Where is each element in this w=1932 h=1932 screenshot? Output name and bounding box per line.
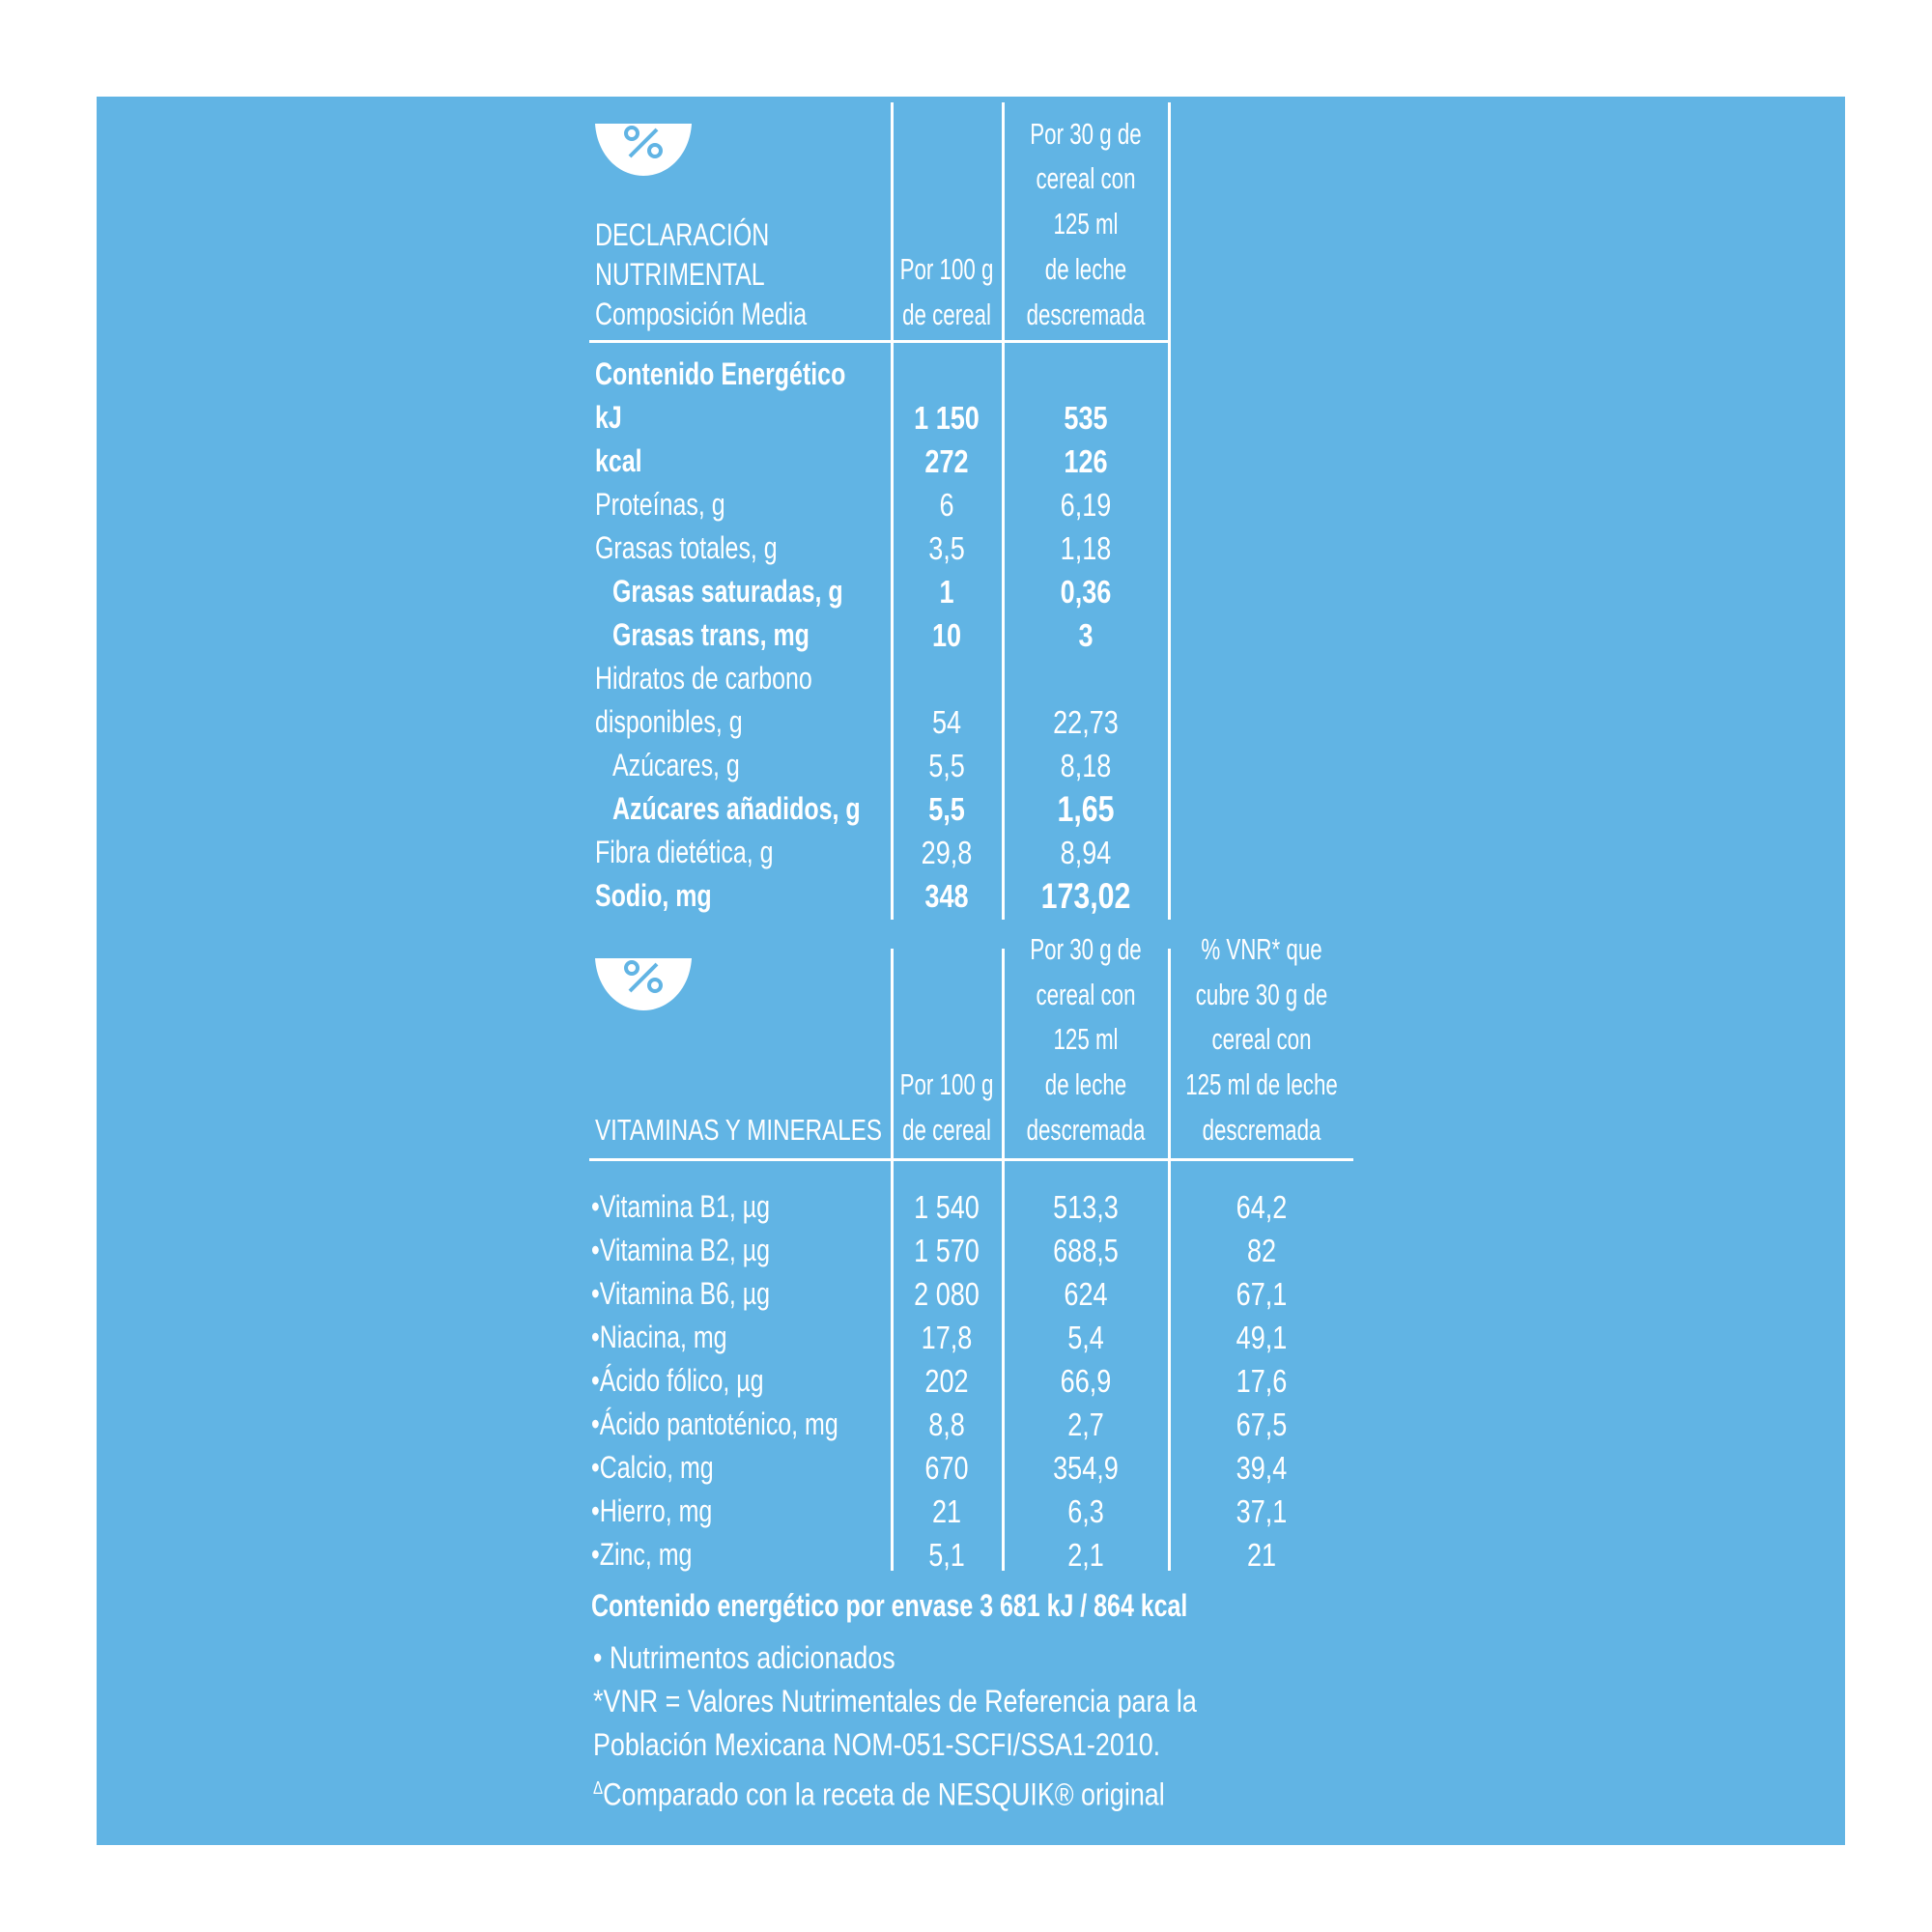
column-header: 125 ml xyxy=(1053,1022,1119,1056)
column-header: de leche xyxy=(1044,252,1127,286)
row-label: •Niacina, mg xyxy=(591,1320,727,1354)
row-label: •Calcio, mg xyxy=(591,1450,714,1485)
bowl-percent-icon xyxy=(593,954,694,1014)
row-value: 17,6 xyxy=(1236,1363,1288,1399)
row-value: 66,9 xyxy=(1060,1363,1112,1399)
row-value: 82 xyxy=(1246,1233,1277,1268)
row-value: 22,73 xyxy=(1053,704,1119,740)
footnote: • Nutrimentos adicionados xyxy=(593,1640,895,1675)
column-header: descremada xyxy=(1202,1113,1321,1147)
bowl-percent-icon xyxy=(593,120,694,180)
row-value: 6 xyxy=(939,487,954,523)
column-header: 125 ml de leche xyxy=(1185,1067,1338,1101)
row-label: •Vitamina B6, µg xyxy=(591,1276,770,1311)
energy-per-package: Contenido energético por envase 3 681 kJ / 864 kcal xyxy=(591,1588,1188,1623)
column-header: cereal con xyxy=(1211,1022,1312,1056)
row-value: 3,5 xyxy=(928,530,965,566)
row-value: 67,1 xyxy=(1236,1276,1288,1312)
row-value: 2 080 xyxy=(914,1276,980,1312)
compare-text: Comparado con la receta de NESQUIK® original xyxy=(603,1776,1165,1812)
nutrition-title: DECLARACIÓN xyxy=(595,217,770,252)
column-header: cubre 30 g de xyxy=(1195,978,1328,1011)
footnote: *VNR = Valores Nutrimentales de Referencia para la xyxy=(593,1684,1197,1719)
nutrition-subtitle: Composición Media xyxy=(595,297,808,331)
footnote: Población Mexicana NOM-051-SCFI/SSA1-2010. xyxy=(593,1727,1161,1762)
header-rule xyxy=(589,1158,1353,1161)
row-value: 272 xyxy=(924,443,969,479)
column-header: % VNR* que xyxy=(1201,932,1322,966)
row-value: 1 570 xyxy=(914,1233,980,1268)
row-label: kJ xyxy=(595,400,622,435)
column-header: Por 100 g xyxy=(899,252,994,286)
row-value: 1 xyxy=(939,574,954,610)
column-header: descremada xyxy=(1026,298,1146,331)
column-header: de cereal xyxy=(902,298,991,331)
row-label: Grasas totales, g xyxy=(595,530,778,565)
row-value: 29,8 xyxy=(921,835,973,870)
row-value: 67,5 xyxy=(1236,1406,1288,1442)
row-value: 670 xyxy=(924,1450,969,1486)
row-value: 6,19 xyxy=(1060,487,1112,523)
row-value: 5,1 xyxy=(928,1537,965,1573)
nutrition-panel xyxy=(97,97,1845,1845)
row-label: kcal xyxy=(595,443,642,478)
row-label: •Vitamina B1, µg xyxy=(591,1189,770,1224)
header-rule xyxy=(589,340,1171,343)
row-value: 49,1 xyxy=(1236,1320,1288,1355)
row-value: 21 xyxy=(1246,1537,1277,1573)
row-label: Azúcares, g xyxy=(612,748,740,782)
row-value: 5,4 xyxy=(1067,1320,1104,1355)
footnote-compare xyxy=(593,1767,1165,1817)
row-label: Fibra dietética, g xyxy=(595,835,774,869)
row-value: 5,5 xyxy=(928,748,965,783)
row-label: Contenido Energético xyxy=(595,356,846,391)
row-value: 0,36 xyxy=(1060,574,1112,610)
column-header: cereal con xyxy=(1036,161,1136,195)
row-label: Hidratos de carbono xyxy=(595,661,812,696)
row-label: •Ácido pantoténico, mg xyxy=(591,1406,838,1441)
row-label: Sodio, mg xyxy=(595,878,712,913)
row-label: Grasas saturadas, g xyxy=(612,574,843,609)
row-value: 173,02 xyxy=(1040,876,1131,916)
row-label: disponibles, g xyxy=(595,704,743,739)
row-value: 8,18 xyxy=(1060,748,1112,783)
table-divider xyxy=(1168,102,1171,920)
row-label: •Vitamina B2, µg xyxy=(591,1233,770,1267)
row-value: 10 xyxy=(931,617,962,653)
row-label: Proteínas, g xyxy=(595,487,725,522)
row-label: •Zinc, mg xyxy=(591,1537,693,1572)
column-header: descremada xyxy=(1026,1113,1146,1147)
row-value: 37,1 xyxy=(1236,1493,1288,1529)
row-value: 21 xyxy=(931,1493,962,1529)
column-header: de leche xyxy=(1044,1067,1127,1101)
column-header: cereal con xyxy=(1036,978,1136,1011)
row-value: 202 xyxy=(924,1363,969,1399)
row-value: 2,1 xyxy=(1067,1537,1104,1573)
column-header: 125 ml xyxy=(1053,207,1119,241)
row-value: 54 xyxy=(931,704,962,740)
row-label: •Ácido fólico, µg xyxy=(591,1363,764,1398)
row-value: 2,7 xyxy=(1067,1406,1104,1442)
row-value: 39,4 xyxy=(1236,1450,1288,1486)
row-value: 126 xyxy=(1064,443,1108,479)
row-value: 1 540 xyxy=(914,1189,980,1225)
row-value: 6,3 xyxy=(1067,1493,1104,1529)
row-value: 535 xyxy=(1064,400,1108,436)
column-header: Por 100 g xyxy=(899,1067,994,1101)
delta-mark: Δ xyxy=(593,1778,604,1798)
column-header: Por 30 g de xyxy=(1030,117,1142,151)
row-value: 624 xyxy=(1064,1276,1108,1312)
vitamins-title: VITAMINAS Y MINERALES xyxy=(595,1113,882,1147)
row-value: 1,18 xyxy=(1060,530,1112,566)
row-value: 1,65 xyxy=(1057,789,1115,829)
column-header: Por 30 g de xyxy=(1030,932,1142,966)
row-value: 8,94 xyxy=(1060,835,1112,870)
row-value: 3 xyxy=(1078,617,1094,653)
row-label: Grasas trans, mg xyxy=(612,617,810,652)
row-value: 1 150 xyxy=(914,400,980,436)
row-value: 17,8 xyxy=(921,1320,973,1355)
row-value: 348 xyxy=(924,878,969,914)
row-value: 8,8 xyxy=(928,1406,965,1442)
row-value: 354,9 xyxy=(1053,1450,1119,1486)
row-value: 5,5 xyxy=(928,791,965,827)
row-label: Azúcares añadidos, g xyxy=(612,791,861,826)
column-header: de cereal xyxy=(902,1113,991,1147)
row-value: 688,5 xyxy=(1053,1233,1119,1268)
row-value: 513,3 xyxy=(1053,1189,1119,1225)
row-label: •Hierro, mg xyxy=(591,1493,713,1528)
nutrition-title: NUTRIMENTAL xyxy=(595,257,765,292)
row-value: 64,2 xyxy=(1236,1189,1288,1225)
